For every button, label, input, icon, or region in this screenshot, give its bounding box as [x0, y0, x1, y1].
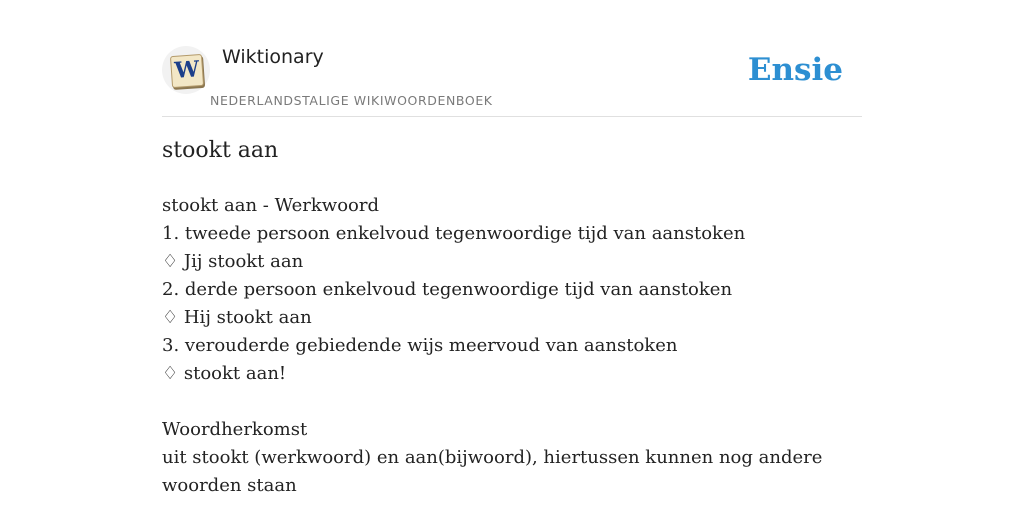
logo-tile — [170, 54, 204, 88]
entry-heading-line: stookt aan - Werkwoord — [162, 195, 379, 216]
site-name-link[interactable]: Wiktionary — [222, 46, 324, 68]
site-subtitle: NEDERLANDSTALIGE WIKIWOORDENBOEK — [210, 93, 493, 108]
etymology-heading: Woordherkomst — [162, 419, 308, 440]
example-3: ♢ stookt aan! — [162, 363, 287, 384]
definition-1: 1. tweede persoon enkelvoud tegenwoordige tijd van aanstoken — [162, 223, 746, 244]
entry-content — [162, 192, 872, 500]
ensie-brand-logo[interactable]: Ensie — [747, 52, 843, 88]
example-2: ♢ Hij stookt aan — [162, 307, 312, 328]
example-1: ♢ Jij stookt aan — [162, 251, 304, 272]
logo-letter: W — [173, 56, 201, 84]
page-title: stookt aan — [162, 138, 279, 163]
etymology-text: uit stookt (werkwoord) en aan(bijwoord), hiertussen kunnen nog andere woorden staan — [162, 447, 823, 496]
spacer — [162, 388, 872, 416]
definition-2: 2. derde persoon enkelvoud tegenwoordige tijd van aanstoken — [162, 279, 733, 300]
definition-3: 3. verouderde gebiedende wijs meervoud van aanstoken — [162, 335, 678, 356]
site-header — [162, 42, 862, 117]
wiktionary-logo-icon[interactable] — [162, 46, 210, 94]
